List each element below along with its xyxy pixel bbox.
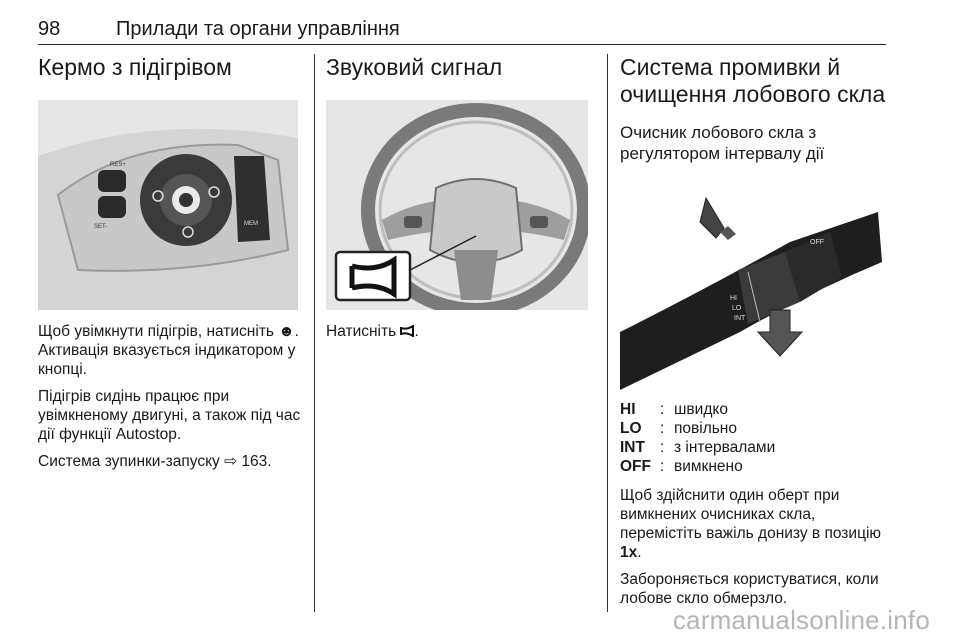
paragraph: [620, 486, 890, 562]
steering-wheel-buttons-illustration: [38, 100, 298, 310]
page-header: [38, 10, 886, 45]
paragraph: Забороняється користуватися, коли лобове скло обмерзло.: [620, 571, 879, 607]
mem-label: MEM: [244, 221, 258, 227]
res-label: RES+: [110, 162, 126, 168]
table-row: [620, 438, 775, 457]
col1-body: [38, 322, 308, 471]
mode-key: OFF: [620, 458, 651, 475]
heated-steering-wheel-icon: ☻: [278, 323, 295, 340]
wiper-lever-illustration: [620, 182, 882, 390]
paragraph: [38, 322, 308, 379]
text: .: [637, 544, 642, 561]
section-horn: [326, 54, 596, 81]
int-label: INT: [734, 315, 746, 322]
heading-line: очищення лобового скла: [620, 81, 886, 107]
column-divider: [607, 54, 608, 612]
section-heated-steering-wheel: [38, 54, 306, 81]
wiper-modes-table: [620, 400, 775, 476]
col3-body: [620, 400, 890, 608]
position-label: 1x: [620, 544, 638, 561]
separator: :: [660, 420, 665, 437]
table-row: [620, 457, 775, 476]
steering-wheel-illustration: [326, 100, 588, 310]
section-windscreen-wiper: [620, 54, 890, 164]
set-label: SET-: [94, 224, 108, 230]
col2-body: [326, 322, 596, 341]
hi-label: HI: [730, 295, 737, 302]
wiper-lever-figure: [620, 182, 882, 390]
mode-key: LO: [620, 420, 642, 437]
separator: :: [660, 439, 665, 456]
horn-icon: [400, 325, 414, 337]
heading-line: регулятором інтервалу дії: [620, 144, 825, 163]
heading-line: Очисник лобового скла з: [620, 123, 817, 142]
text: .: [294, 323, 299, 340]
mode-value: швидко: [674, 401, 728, 418]
page-number: 98: [38, 18, 61, 40]
paragraph: Підігрів сидінь працює при увімкненому двигуні, а також під час дії функції Autostop.: [38, 388, 301, 443]
subsection-heading: [620, 122, 890, 164]
section-heading: [620, 54, 890, 108]
page-reference[interactable]: 163.: [241, 453, 272, 470]
text: Щоб увімкнути підігрів, натисніть: [38, 323, 274, 340]
steering-wheel-buttons-figure: [38, 100, 298, 310]
column-divider: [314, 54, 315, 612]
section-heading: Кермо з підігрівом: [38, 54, 232, 80]
text: .: [414, 323, 419, 340]
separator: :: [660, 401, 665, 418]
watermark: carmanualsonline.info: [672, 605, 930, 635]
mode-value: з інтервалами: [674, 439, 776, 456]
text: Щоб здійснити один оберт при вимкнених очисниках скла, перемістіть важіль донизу в позицію: [620, 487, 882, 542]
page-reference-icon: ⇨: [224, 453, 238, 470]
mode-key: HI: [620, 401, 636, 418]
paragraph: [326, 322, 596, 341]
section-heading: Звуковий сигнал: [326, 54, 503, 80]
text: Натисніть: [326, 323, 397, 340]
mode-key: INT: [620, 439, 645, 456]
paragraph: [38, 452, 308, 471]
heading-line: Система промивки й: [620, 54, 841, 80]
text: Активація вказується індикатором у кнопці.: [38, 342, 296, 378]
chapter-title: Прилади та органи управління: [116, 18, 400, 40]
mode-value: повільно: [674, 420, 737, 437]
table-row: [620, 400, 775, 419]
off-label: OFF: [810, 239, 824, 246]
separator: :: [660, 458, 665, 475]
text: Система зупинки-запуску: [38, 453, 220, 470]
horn-steering-wheel-figure: [326, 100, 588, 310]
table-row: [620, 419, 775, 438]
lo-label: LO: [732, 305, 742, 312]
mode-value: вимкнено: [674, 458, 743, 475]
